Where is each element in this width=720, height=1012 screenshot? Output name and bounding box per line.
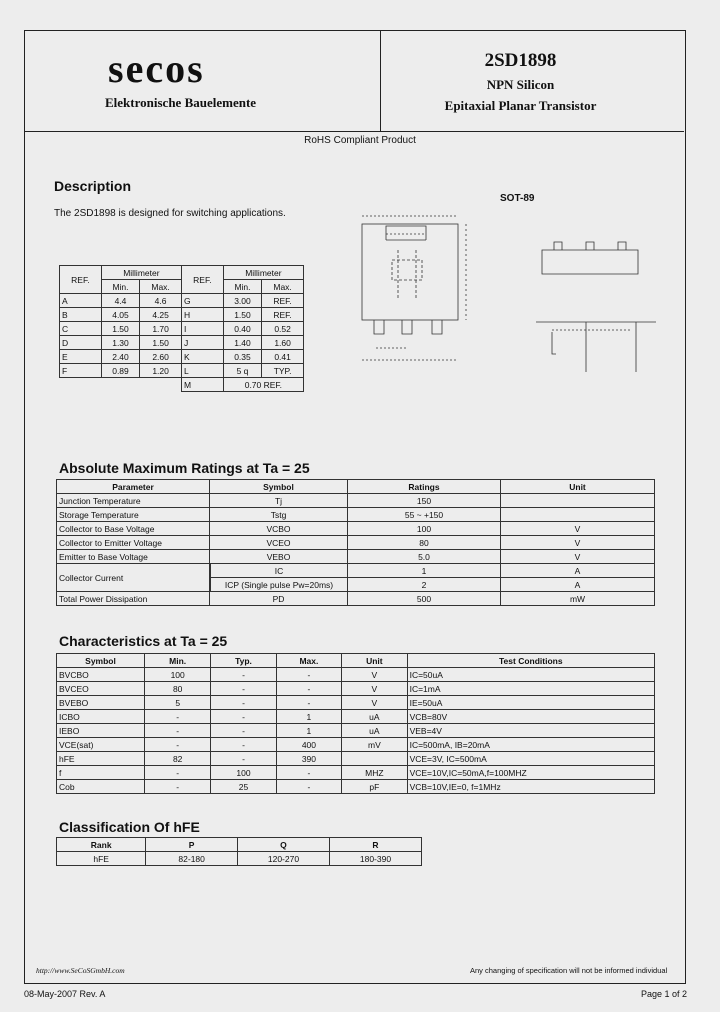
dim-ref-header: REF.: [60, 266, 102, 294]
symbol-cell: BVCBO: [57, 668, 145, 682]
transistor-description: Epitaxial Planar Transistor: [444, 98, 597, 113]
column-header: P: [146, 838, 238, 852]
unit-cell: V: [342, 696, 407, 710]
unit-cell: V: [501, 536, 655, 550]
min-cell: 82: [145, 752, 211, 766]
table-row: [57, 522, 655, 536]
typ-cell: -: [211, 696, 276, 710]
package-body-top-view: [362, 224, 458, 320]
table-row: [57, 766, 655, 780]
typ-cell: 100: [211, 766, 276, 780]
unit-cell: pF: [342, 780, 407, 794]
column-header: Typ.: [211, 654, 276, 668]
symbol-cell: IC: [211, 564, 348, 578]
column-header: Symbol: [210, 480, 348, 494]
min-cell: -: [145, 724, 211, 738]
min-cell: 80: [145, 682, 211, 696]
rohs-note: RoHS Compliant Product: [304, 135, 416, 146]
param-cell: Total Power Dissipation: [57, 592, 210, 606]
column-header: Min.: [145, 654, 211, 668]
sot89-package-drawing: [356, 210, 666, 385]
condition-cell: VCB=80V: [407, 710, 654, 724]
max-cell: 390: [276, 752, 341, 766]
rating-cell: 100: [348, 522, 501, 536]
dim-ref: G: [181, 294, 223, 308]
max-cell: 1: [276, 724, 341, 738]
footer-url[interactable]: http://www.SeCoSGmbH.com: [36, 966, 125, 975]
condition-cell: VCB=10V,IE=0, f=1MHz: [407, 780, 654, 794]
condition-cell: IC=50uA: [407, 668, 654, 682]
table-row: [60, 350, 304, 364]
package-tab: [386, 226, 426, 240]
dim-span: 0.70 REF.: [223, 378, 303, 392]
classification-table: [56, 837, 422, 866]
dim-empty-cell: [60, 378, 182, 392]
abs-max-table: [56, 479, 655, 606]
dim-min: 0.89: [101, 364, 139, 378]
characteristics-title: Characteristics at Ta = 25: [59, 633, 228, 649]
param-cell: Collector to Emitter Voltage: [57, 536, 210, 550]
rating-cell: 2: [348, 578, 501, 592]
classification-title: Classification Of hFE: [59, 819, 200, 835]
table-row: [57, 668, 655, 682]
package-leads: [374, 320, 442, 334]
typ-cell: -: [211, 668, 276, 682]
rating-cell: 500: [348, 592, 501, 606]
unit-cell: V: [501, 550, 655, 564]
secos-logo: [108, 52, 276, 84]
min-cell: -: [145, 780, 211, 794]
transistor-type: NPN Silicon: [486, 77, 555, 92]
rank-value: 82-180: [146, 852, 238, 866]
min-cell: -: [145, 710, 211, 724]
dim-min: 4.05: [101, 308, 139, 322]
unit-cell: V: [342, 668, 407, 682]
table-row: [57, 550, 655, 564]
dim-ref: D: [60, 336, 102, 350]
dim-min: 0.40: [223, 322, 261, 336]
dim-max-header: Max.: [262, 280, 304, 294]
typ-cell: -: [211, 710, 276, 724]
package-body-side-view: [542, 250, 638, 274]
unit-cell: [342, 752, 407, 766]
column-header: Parameter: [57, 480, 210, 494]
dim-max: 1.70: [140, 322, 182, 336]
symbol-cell: VCBO: [210, 522, 348, 536]
min-cell: -: [145, 738, 211, 752]
dim-max: TYP.: [262, 364, 304, 378]
dim-ref: K: [181, 350, 223, 364]
typ-cell: 25: [211, 780, 276, 794]
table-row: [60, 322, 304, 336]
column-header: Q: [237, 838, 329, 852]
column-header: Symbol: [57, 654, 145, 668]
column-header: Unit: [501, 480, 655, 494]
dim-mm-header: Millimeter: [101, 266, 181, 280]
dim-min: 1.30: [101, 336, 139, 350]
part-number: 2SD1898: [484, 50, 557, 71]
table-row: [57, 592, 655, 606]
dim-max: 4.25: [140, 308, 182, 322]
package-side-leads: [554, 242, 626, 250]
symbol-cell: hFE: [57, 752, 145, 766]
package-name: SOT-89: [500, 193, 535, 204]
column-header: R: [329, 838, 421, 852]
symbol-cell: PD: [210, 592, 348, 606]
typ-cell: -: [211, 724, 276, 738]
condition-cell: VEB=4V: [407, 724, 654, 738]
param-cell: Junction Temperature: [57, 494, 210, 508]
dim-min-header: Min.: [101, 280, 139, 294]
description-text: The 2SD1898 is designed for switching applications.: [54, 208, 286, 219]
table-row: [57, 494, 655, 508]
table-row: [57, 710, 655, 724]
dim-max: REF.: [262, 294, 304, 308]
max-cell: -: [276, 780, 341, 794]
param-cell: Collector Current: [57, 564, 210, 592]
unit-cell: mV: [342, 738, 407, 752]
table-row: [57, 852, 422, 866]
unit-cell: uA: [342, 724, 407, 738]
dim-mm-header: Millimeter: [223, 266, 303, 280]
column-header: Ratings: [348, 480, 501, 494]
symbol-cell: IEBO: [57, 724, 145, 738]
column-header: Test Conditions: [407, 654, 654, 668]
dimension-lines: [362, 216, 458, 234]
symbol-cell: ICBO: [57, 710, 145, 724]
package-die: [392, 250, 422, 300]
dim-min: 0.35: [223, 350, 261, 364]
unit-cell: [501, 494, 655, 508]
symbol-cell: VCE(sat): [57, 738, 145, 752]
footer-date: 08-May-2007 Rev. A: [24, 989, 106, 999]
rank-cell: hFE: [57, 852, 146, 866]
rating-cell: 1: [348, 564, 501, 578]
rating-cell: 80: [348, 536, 501, 550]
param-cell: Collector to Base Voltage: [57, 522, 210, 536]
param-cell: Emitter to Base Voltage: [57, 550, 210, 564]
condition-cell: IC=1mA: [407, 682, 654, 696]
dim-max-header: Max.: [140, 280, 182, 294]
abs-max-title: Absolute Maximum Ratings at Ta = 25: [59, 460, 310, 476]
rank-value: 180-390: [329, 852, 421, 866]
unit-cell: V: [501, 522, 655, 536]
dim-min: 5 q: [223, 364, 261, 378]
dim-min-header: Min.: [223, 280, 261, 294]
rating-cell: 150: [348, 494, 501, 508]
column-header: Max.: [276, 654, 341, 668]
typ-cell: -: [211, 682, 276, 696]
package-profile-view: [536, 322, 656, 372]
table-row: [57, 508, 655, 522]
max-cell: -: [276, 668, 341, 682]
table-row: [60, 294, 304, 308]
dim-min: 2.40: [101, 350, 139, 364]
dim-ref: L: [181, 364, 223, 378]
unit-cell: MHZ: [342, 766, 407, 780]
dim-ref: J: [181, 336, 223, 350]
param-cell: Storage Temperature: [57, 508, 210, 522]
symbol-cell: Tstg: [210, 508, 348, 522]
column-header: Unit: [342, 654, 407, 668]
dim-ref-header: REF.: [181, 266, 223, 294]
column-header: Rank: [57, 838, 146, 852]
unit-cell: [501, 508, 655, 522]
symbol-cell: Cob: [57, 780, 145, 794]
dim-max: 0.52: [262, 322, 304, 336]
symbol-cell: VEBO: [210, 550, 348, 564]
min-cell: -: [145, 766, 211, 780]
rank-value: 120-270: [237, 852, 329, 866]
dim-max: 2.60: [140, 350, 182, 364]
max-cell: 1: [276, 710, 341, 724]
table-row: [57, 564, 655, 578]
symbol-cell: BVEBO: [57, 696, 145, 710]
max-cell: 400: [276, 738, 341, 752]
table-row: [60, 364, 304, 378]
table-row: [60, 336, 304, 350]
symbol-cell: ICP (Single pulse Pw=20ms): [211, 578, 348, 592]
table-row: [57, 682, 655, 696]
table-row: [57, 752, 655, 766]
unit-cell: mW: [501, 592, 655, 606]
dim-max: 1.60: [262, 336, 304, 350]
max-cell: -: [276, 682, 341, 696]
dim-min: 1.50: [223, 308, 261, 322]
dim-ref: E: [60, 350, 102, 364]
table-row: [57, 780, 655, 794]
dim-min: 1.50: [101, 322, 139, 336]
dim-max: 0.41: [262, 350, 304, 364]
rating-cell: 55 ~ +150: [348, 508, 501, 522]
dim-max: 4.6: [140, 294, 182, 308]
characteristics-table: [56, 653, 655, 794]
footer-note: Any changing of specification will not be informed individual: [470, 966, 668, 975]
min-cell: 5: [145, 696, 211, 710]
dimension-lines: [362, 348, 458, 360]
typ-cell: -: [211, 738, 276, 752]
company-name: Elektronische Bauelemente: [105, 95, 257, 110]
dim-min: 1.40: [223, 336, 261, 350]
footer-page: Page 1 of 2: [641, 989, 688, 999]
unit-cell: V: [342, 682, 407, 696]
max-cell: -: [276, 766, 341, 780]
table-row: [60, 308, 304, 322]
dim-min: 4.4: [101, 294, 139, 308]
dim-ref: I: [181, 322, 223, 336]
logo-text: secos: [108, 52, 205, 84]
symbol-cell: f: [57, 766, 145, 780]
description-title: Description: [54, 178, 132, 194]
dim-max: REF.: [262, 308, 304, 322]
max-cell: -: [276, 696, 341, 710]
typ-cell: -: [211, 752, 276, 766]
table-row: [57, 738, 655, 752]
table-row: [60, 378, 304, 392]
dim-ref: H: [181, 308, 223, 322]
dim-min: 3.00: [223, 294, 261, 308]
table-row: [57, 696, 655, 710]
table-row: [57, 536, 655, 550]
symbol-cell: VCEO: [210, 536, 348, 550]
dim-ref: M: [181, 378, 223, 392]
unit-cell: A: [501, 578, 655, 592]
unit-cell: A: [501, 564, 655, 578]
dim-max: 1.50: [140, 336, 182, 350]
min-cell: 100: [145, 668, 211, 682]
symbol-cell: Tj: [210, 494, 348, 508]
condition-cell: IE=50uA: [407, 696, 654, 710]
dimensions-table: [59, 265, 304, 392]
condition-cell: VCE=3V, IC=500mA: [407, 752, 654, 766]
dim-ref: F: [60, 364, 102, 378]
dim-ref: A: [60, 294, 102, 308]
rating-cell: 5.0: [348, 550, 501, 564]
condition-cell: IC=500mA, IB=20mA: [407, 738, 654, 752]
dim-ref: B: [60, 308, 102, 322]
dim-max: 1.20: [140, 364, 182, 378]
condition-cell: VCE=10V,IC=50mA,f=100MHZ: [407, 766, 654, 780]
table-row: [57, 724, 655, 738]
dim-ref: C: [60, 322, 102, 336]
unit-cell: uA: [342, 710, 407, 724]
symbol-cell: BVCEO: [57, 682, 145, 696]
